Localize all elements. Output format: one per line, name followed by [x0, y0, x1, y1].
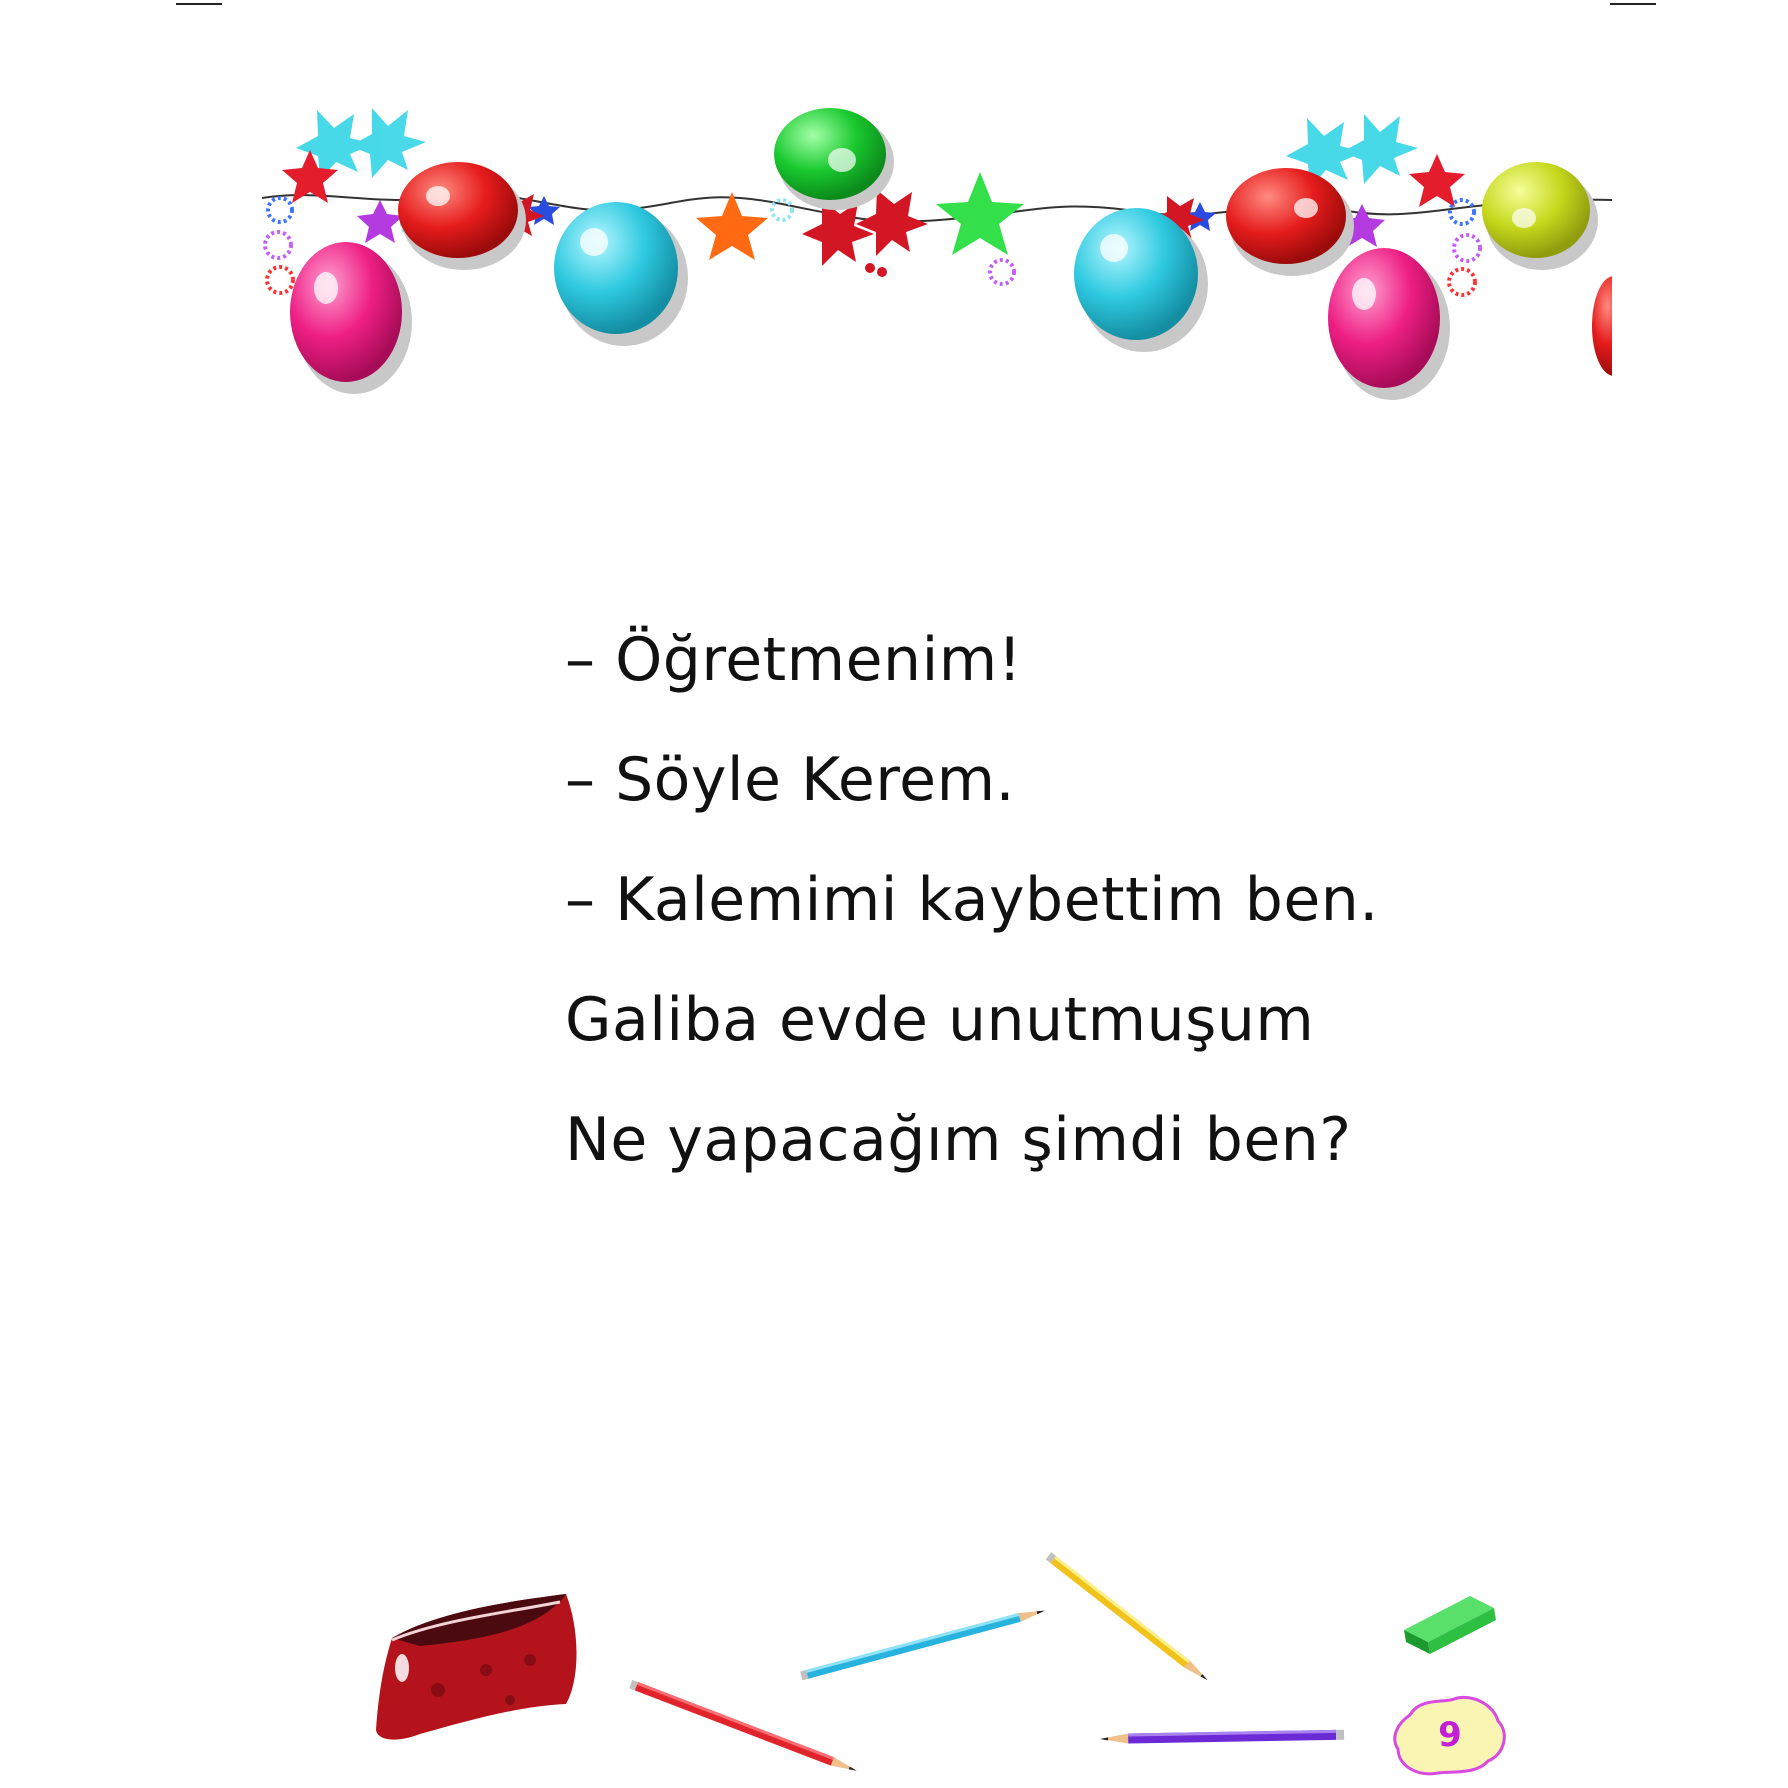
dialogue-line-5: Ne yapacağım şimdi ben? — [565, 1105, 1352, 1175]
balloons — [290, 108, 1612, 400]
eraser-icon — [1404, 1596, 1496, 1654]
balloon-garland — [262, 100, 1612, 420]
blue-pencil-icon — [800, 1606, 1046, 1680]
yellow-pencil-icon — [1046, 1552, 1211, 1683]
dialogue-line-2: – Söyle Kerem. — [565, 745, 1016, 815]
purple-star-icon — [357, 200, 403, 243]
page-number: 9 — [1438, 1715, 1462, 1755]
red-pencil-icon — [629, 1680, 858, 1775]
dialogue-line-1: – Öğretmenim! — [565, 625, 1023, 695]
purple-pencil-icon — [1100, 1730, 1344, 1744]
red-star-icon-right — [1409, 154, 1465, 207]
orange-star-icon — [696, 192, 768, 260]
school-supplies-illustration — [0, 1520, 1788, 1788]
crop-mark-left — [176, 3, 222, 5]
dialogue-line-4: Galiba evde unutmuşum — [565, 985, 1315, 1055]
dialogue-line-3: – Kalemimi kaybettim ben. — [565, 865, 1379, 935]
crop-mark-right — [1610, 3, 1656, 5]
pencil-case-icon — [376, 1594, 577, 1740]
green-star-icon — [936, 172, 1024, 255]
dialogue-text — [565, 600, 1465, 1200]
